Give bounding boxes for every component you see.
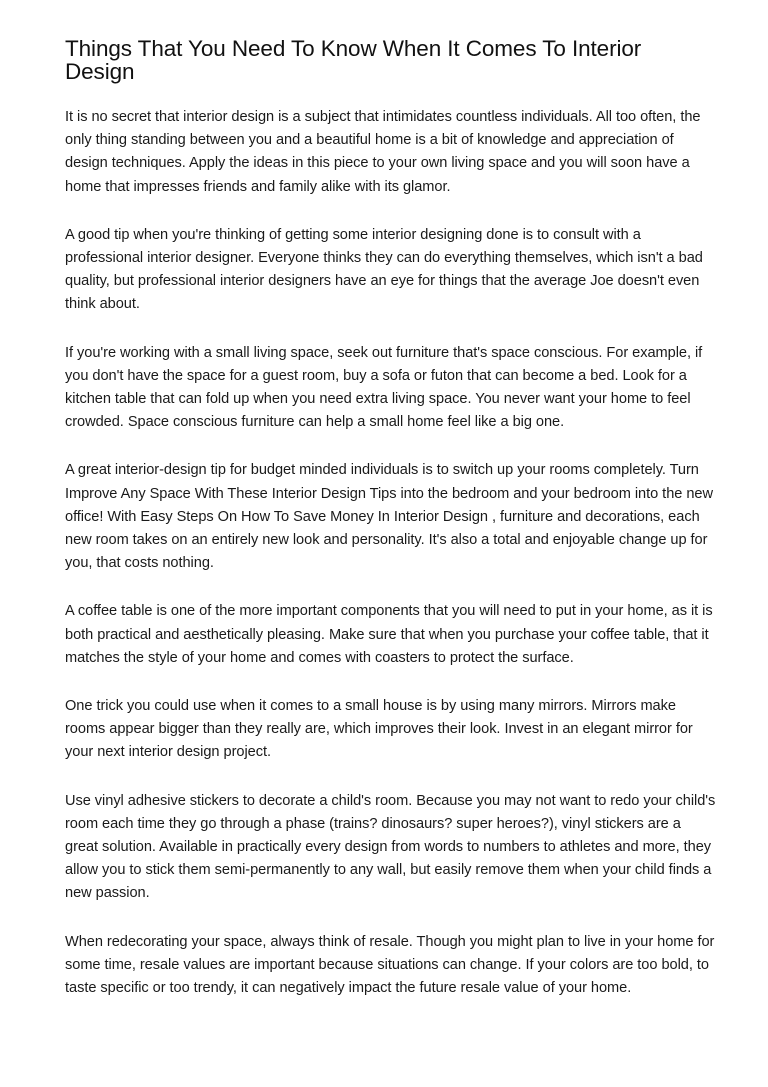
paragraph-intro: It is no secret that interior design is a subject that intimidates countless individuals. All too often, the only thing standing between you and a beautiful home is a bit of knowledge and appreciation of design techniques. Apply the ideas in this piece to your own living space and you will soon have a home that impresses friends and family alike with its glamor.: [65, 109, 701, 195]
paragraph-budget-tip: A great interior-design tip for budget minded individuals is to switch up your rooms completely. Turn Improve Any Space With These Interior Design Tips into the bedroom and your bedroom into the new office! With Easy Steps On How To Save Money In Interior Design , furniture and decorations, each new room takes on an entirely new look and personality. It's also a total and enjoyable change up for you, that costs nothing.: [65, 462, 713, 572]
paragraph-small-living-space: If you're working with a small living space, seek out furniture that's space conscious. For example, if you don't have the space for a guest room, buy a sofa or futon that can become a bed. Look for a kitchen table that can fold up when you need extra living space. You never want your home to feel crowded. Space conscious furniture can help a small home feel like a big one.: [65, 344, 703, 431]
paragraph-resale: When redecorating your space, always think of resale. Though you might plan to live in your home for some time, resale values are important because situations can change. If your colors are too bold, to taste specific or too trendy, it can negatively impact the future resale value of your home.: [65, 933, 715, 997]
document-body: [65, 106, 717, 1025]
paragraph-coffee-table: A coffee table is one of the more important components that you will need to put in your home, as it is both practical and aesthetically pleasing. Make sure that when you purchase your coffee table, that it matches the style of your home and comes with coasters to protect the surface.: [65, 603, 713, 666]
document-title: Things That You Need To Know When It Comes To Interior Design: [65, 36, 642, 84]
paragraph-mirrors: One trick you could use when it comes to a small house is by using many mirrors. Mirrors make rooms appear bigger than they really are, which improves their look. Invest in an elegant mirror for your next interior design project.: [65, 698, 693, 761]
paragraph-vinyl-stickers: Use vinyl adhesive stickers to decorate a child's room. Because you may not want to redo your child's room each time they go through a phase (trains? dinosaurs? super heroes?), vinyl stickers are a great solution. Available in practically every design from words to numbers to athletes and more, they allow you to stick them semi-permanently to any wall, but easily remove them when your child finds a new passion.: [65, 792, 716, 902]
paragraph-professional-designer: A good tip when you're thinking of getting some interior designing done is to consult with a professional interior designer. Everyone thinks they can do everything themselves, which isn't a bad quality, but professional interior designers have an eye for things that the average Joe doesn't even think about.: [65, 226, 703, 313]
